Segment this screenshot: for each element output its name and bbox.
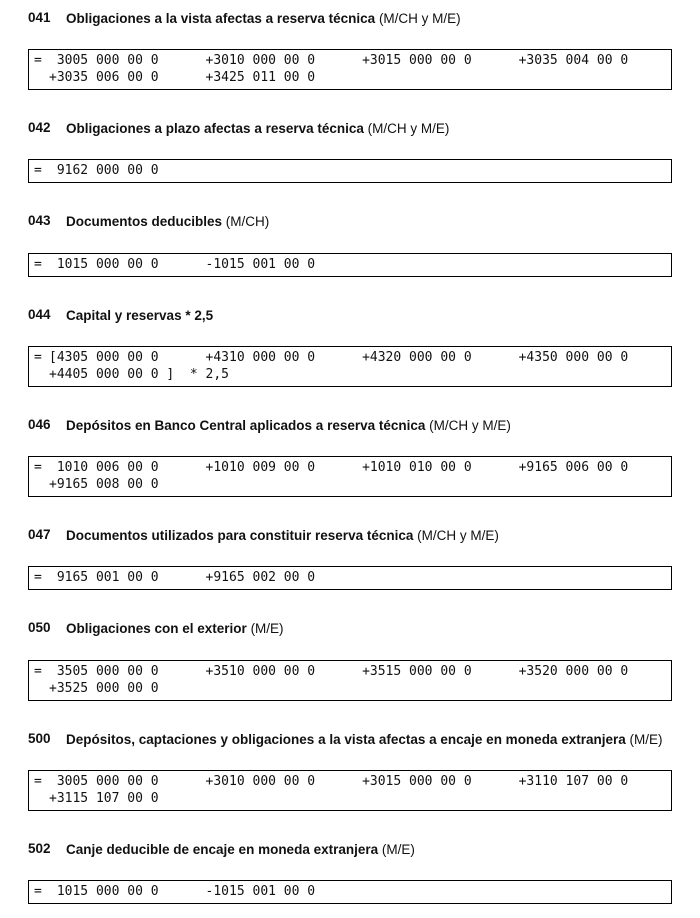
formula-line-1: [4305 000 00 0 +4310 000 00 0 +4320 000 00 0 +4350 000 00 0 xyxy=(49,349,629,365)
equals-sign: = xyxy=(34,163,42,179)
item-qualifier: (M/E) xyxy=(625,731,663,747)
formula-box xyxy=(28,566,672,590)
item-qualifier: (M/CH y M/E) xyxy=(425,417,511,433)
formula-text xyxy=(49,663,667,697)
item-title xyxy=(66,731,672,749)
form-item-500 xyxy=(28,731,672,811)
item-title-text: Documentos deducibles xyxy=(66,214,223,230)
formula-line-1: 9165 001 00 0 +9165 002 00 0 xyxy=(49,570,316,586)
item-title-text: Depósitos en Banco Central aplicados a reserva técnica xyxy=(66,417,426,433)
item-title-text: Capital y reservas * 2,5 xyxy=(66,307,214,323)
item-heading xyxy=(28,417,672,435)
item-qualifier: (M/CH y M/E) xyxy=(363,121,450,137)
formula-line-1: 1010 006 00 0 +1010 009 00 0 +1010 010 00 0 +9165 006 00 0 xyxy=(49,460,629,476)
item-title xyxy=(66,841,672,859)
formula-box xyxy=(28,253,672,277)
item-number: 041 xyxy=(28,10,51,25)
formula-text xyxy=(49,883,667,900)
formula-text xyxy=(49,773,667,807)
formula-line-1: 3005 000 00 0 +3010 000 00 0 +3015 000 00 0 +3035 004 00 0 xyxy=(49,53,629,69)
item-number: 044 xyxy=(28,306,51,322)
formula-line-1: 3005 000 00 0 +3010 000 00 0 +3015 000 00 0 +3110 107 00 0 xyxy=(49,773,629,789)
equals-sign: = xyxy=(34,883,42,899)
form-item-046 xyxy=(28,417,672,497)
formula-line-2: +4405 000 00 0 ] * 2,5 xyxy=(49,366,230,382)
item-qualifier: (M/CH y M/E) xyxy=(375,11,461,26)
formula-box xyxy=(28,159,672,183)
item-heading xyxy=(28,841,672,859)
item-number: 047 xyxy=(28,527,51,543)
item-number: 050 xyxy=(28,620,51,636)
formula-box xyxy=(28,346,672,387)
form-item-050 xyxy=(28,620,672,700)
formula-text xyxy=(49,162,667,179)
formula-text xyxy=(49,569,667,586)
equals-sign: = xyxy=(34,460,42,476)
item-title xyxy=(66,417,672,435)
item-title xyxy=(66,10,672,28)
item-title-text: Documentos utilizados para constituir reserva técnica xyxy=(66,528,414,544)
item-qualifier: (M/E) xyxy=(246,621,284,637)
equals-sign: = xyxy=(34,53,42,69)
item-title-text: Depósitos, captaciones y obligaciones a la vista afectas a encaje en moneda extranjera xyxy=(66,731,626,747)
formula-line-2: +3035 006 00 0 +3425 011 00 0 xyxy=(49,70,316,86)
formula-line-1: 9162 000 00 0 xyxy=(49,163,159,179)
form-item-047 xyxy=(28,527,672,590)
formula-line-2: +3115 107 00 0 xyxy=(49,790,159,806)
equals-sign: = xyxy=(34,570,42,586)
formula-line-1: 1015 000 00 0 -1015 001 00 0 xyxy=(49,256,316,272)
item-qualifier: (M/CH y M/E) xyxy=(413,528,499,544)
item-heading xyxy=(28,731,672,749)
equals-sign: = xyxy=(34,349,42,365)
item-number: 043 xyxy=(28,213,51,229)
formula-line-1: 3505 000 00 0 +3510 000 00 0 +3515 000 00 0 +3520 000 00 0 xyxy=(49,663,629,679)
item-heading xyxy=(28,10,672,28)
item-heading xyxy=(28,213,672,231)
formula-line-2: +3525 000 00 0 xyxy=(49,680,159,696)
formula-text xyxy=(49,52,667,86)
formula-box xyxy=(28,660,672,701)
formula-line-1: 1015 000 00 0 -1015 001 00 0 xyxy=(49,883,316,899)
item-number: 046 xyxy=(28,416,51,432)
item-heading xyxy=(28,527,672,545)
item-qualifier: (M/E) xyxy=(378,841,415,857)
item-heading xyxy=(28,620,672,638)
form-item-502 xyxy=(28,841,672,904)
equals-sign: = xyxy=(34,773,42,789)
item-title-text: Obligaciones con el exterior xyxy=(66,621,247,637)
formula-box xyxy=(28,456,672,497)
formula-text xyxy=(49,256,667,273)
item-title xyxy=(66,620,672,638)
form-item-042 xyxy=(28,120,672,183)
item-number: 502 xyxy=(28,840,51,856)
formula-line-2: +9165 008 00 0 xyxy=(49,477,159,493)
form-item-044 xyxy=(28,307,672,387)
formula-text xyxy=(49,459,667,493)
formula-box xyxy=(28,770,672,811)
item-title-text: Obligaciones a la vista afectas a reserva técnica xyxy=(66,11,376,26)
form-item-043 xyxy=(28,213,672,276)
formula-box xyxy=(28,49,672,90)
item-heading xyxy=(28,120,672,138)
formula-box xyxy=(28,880,672,904)
item-title xyxy=(66,120,672,138)
item-number: 500 xyxy=(28,730,51,746)
item-title xyxy=(66,307,672,325)
equals-sign: = xyxy=(34,663,42,679)
item-title xyxy=(66,213,672,231)
form-item-041 xyxy=(28,10,672,90)
item-qualifier: (M/CH) xyxy=(222,214,270,230)
item-heading xyxy=(28,307,672,325)
equals-sign: = xyxy=(34,256,42,272)
item-title-text: Canje deducible de encaje en moneda extranjera xyxy=(66,841,379,857)
formula-text xyxy=(49,349,667,383)
item-title xyxy=(66,527,672,545)
item-number: 042 xyxy=(28,120,51,136)
item-title-text: Obligaciones a plazo afectas a reserva técnica xyxy=(66,121,364,137)
